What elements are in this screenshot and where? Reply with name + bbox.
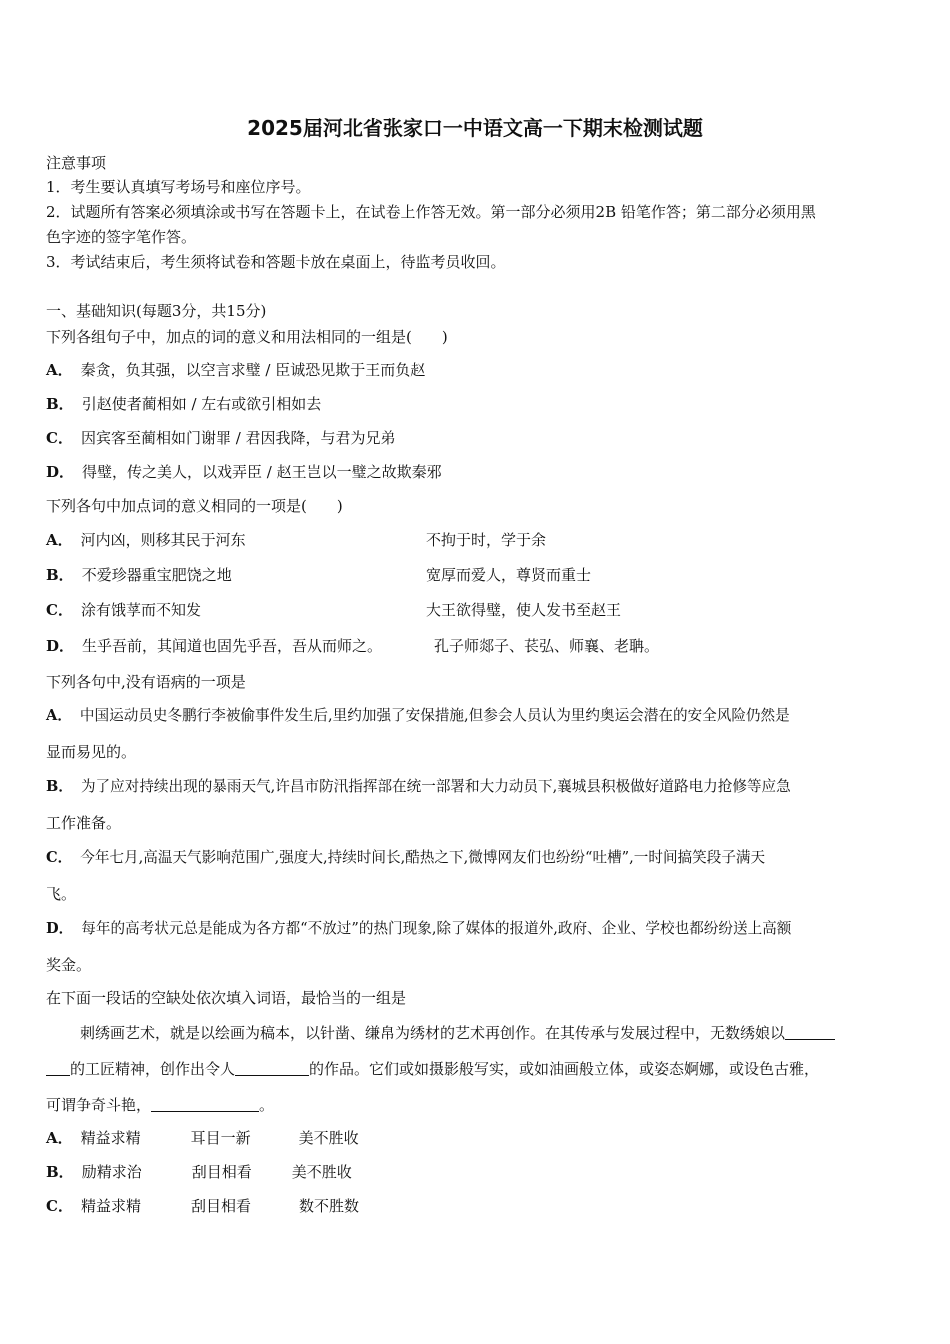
- question-stem: 下列各组句子中，加点的词的意义和用法相同的一组是( ): [46, 328, 448, 346]
- option-right-text: 大王欲得璧，使人发书至赵王: [426, 601, 622, 619]
- option-letter: D．: [46, 463, 75, 481]
- notice-item: 色字迹的签字笔作答。: [46, 228, 197, 246]
- option-letter: A．: [46, 361, 73, 379]
- option-c: [46, 427, 906, 449]
- option-c: [46, 847, 906, 869]
- option-d: [46, 635, 906, 657]
- option-left-text: 不爱珍器重宝肥饶之地: [81, 566, 232, 584]
- passage-line: [46, 1094, 906, 1116]
- option-a: [46, 1127, 906, 1149]
- option-word: 数不胜数: [298, 1197, 359, 1215]
- option-c: [46, 599, 906, 621]
- passage-text: 。: [259, 1096, 275, 1114]
- option-continuation: 显而易见的。: [46, 743, 137, 761]
- option-letter: A．: [46, 531, 73, 549]
- option-a: [46, 359, 906, 381]
- option-word: 刮目相看: [191, 1163, 252, 1181]
- option-letter: C．: [46, 1197, 73, 1215]
- option-word: 精益求精: [80, 1129, 141, 1147]
- question-stem: 在下面一段话的空缺处依次填入词语，最恰当的一组是: [46, 989, 407, 1007]
- page-title: 2025届河北省张家口一中语文高一下期末检测试题: [247, 116, 703, 140]
- option-continuation: 奖金。: [46, 956, 92, 974]
- option-text: 得璧，传之美人，以戏弄臣 / 赵王岂以一璧之故欺秦邪: [82, 463, 442, 481]
- option-left-text: 河内凶，则移其民于河东: [80, 531, 246, 549]
- section-heading: 一、基础知识(每题3分，共15分): [46, 302, 267, 320]
- option-text: 秦贪，负其强，以空言求璧 / 臣诚恐见欺于王而负赵: [80, 361, 426, 379]
- option-a: [46, 705, 906, 727]
- option-b: [46, 776, 906, 798]
- option-text: 引赵使者蔺相如 / 左右或欲引相如去: [81, 395, 322, 413]
- passage-text: 可谓争奇斗艳，: [46, 1096, 152, 1114]
- option-word: 精益求精: [80, 1197, 141, 1215]
- option-letter: C．: [46, 849, 73, 866]
- fill-blank: [235, 1059, 309, 1076]
- passage-text: 的工匠精神，创作出令人: [70, 1060, 236, 1078]
- notice-item: 2．试题所有答案必须填涂或书写在答题卡上，在试卷上作答无效。第一部分必须用2B 铅笔作答；第二部分必须用黑: [46, 203, 816, 221]
- option-letter: C．: [46, 601, 73, 619]
- fill-blank: [46, 1059, 70, 1076]
- option-letter: B．: [46, 1163, 74, 1181]
- question-stem: 下列各句中,没有语病的一项是: [46, 673, 246, 691]
- option-b: [46, 1161, 906, 1183]
- option-b: [46, 393, 906, 415]
- option-b: [46, 564, 906, 586]
- option-word: 刮目相看: [190, 1197, 251, 1215]
- option-continuation: 飞。: [46, 885, 77, 903]
- option-right-text: 孔子师郯子、苌弘、师襄、老聃。: [434, 637, 660, 655]
- option-word: 美不胜收: [298, 1129, 359, 1147]
- option-text: 因宾客至蔺相如门谢罪 / 君因我降，与君为兄弟: [80, 429, 396, 447]
- fill-blank: [151, 1095, 259, 1112]
- option-right-text: 宽厚而爱人，尊贤而重士: [426, 566, 592, 584]
- option-right-text: 不拘于时，学于余: [426, 531, 547, 549]
- option-text: 中国运动员史冬鹏行李被偷事件发生后,里约加强了安保措施,但参会人员认为里约奥运会潜在的安全风险仍然是: [79, 707, 790, 724]
- option-letter: D．: [46, 637, 75, 655]
- option-c: [46, 1195, 906, 1217]
- option-letter: B．: [46, 778, 73, 795]
- option-letter: A．: [46, 707, 72, 724]
- option-text: 每年的高考状元总是能成为各方都“不放过”的热门现象,除了媒体的报道外,政府、企业、学校也都纷纷送上高额: [81, 920, 792, 937]
- fill-blank: [785, 1023, 835, 1040]
- option-left-text: 生乎吾前，其闻道也固先乎吾，吾从而师之。: [82, 637, 383, 655]
- question-stem: 下列各句中加点词的意义相同的一项是( ): [46, 497, 343, 515]
- passage-text: 刺绣画艺术，就是以绘画为稿本，以针凿、缣帛为绣材的艺术再创作。在其传承与发展过程中，无数绣娘以: [80, 1024, 786, 1042]
- passage-line: [46, 1058, 906, 1080]
- option-d: [46, 461, 906, 483]
- option-continuation: 工作准备。: [46, 814, 122, 832]
- option-letter: D．: [46, 920, 74, 937]
- option-letter: B．: [46, 395, 74, 413]
- option-letter: A．: [46, 1129, 73, 1147]
- option-left-text: 涂有饿莩而不知发: [80, 601, 201, 619]
- option-word: 励精求治: [81, 1163, 142, 1181]
- option-a: [46, 529, 906, 551]
- option-word: 美不胜收: [291, 1163, 352, 1181]
- notice-heading: 注意事项: [46, 154, 107, 172]
- option-text: 为了应对持续出现的暴雨天气,许昌市防汛指挥部在统一部署和大力动员下,襄城县积极做好道路电力抢修等应急: [80, 778, 791, 795]
- option-d: [46, 918, 906, 940]
- option-word: 耳目一新: [190, 1129, 251, 1147]
- option-letter: B．: [46, 566, 74, 584]
- option-text: 今年七月,高温天气影响范围广,强度大,持续时间长,酷热之下,微博网友们也纷纷“吐槽”,一时间搞笑段子满天: [80, 849, 766, 866]
- notice-item: 3．考试结束后，考生须将试卷和答题卡放在桌面上，待监考员收回。: [46, 253, 506, 271]
- passage-text: 的作品。它们或如摄影般写实，或如油画般立体，或姿态婀娜，或设色古雅，: [309, 1060, 820, 1078]
- option-letter: C．: [46, 429, 73, 447]
- passage-line: [46, 1022, 906, 1044]
- notice-item: 1．考生要认真填写考场号和座位序号。: [46, 178, 311, 196]
